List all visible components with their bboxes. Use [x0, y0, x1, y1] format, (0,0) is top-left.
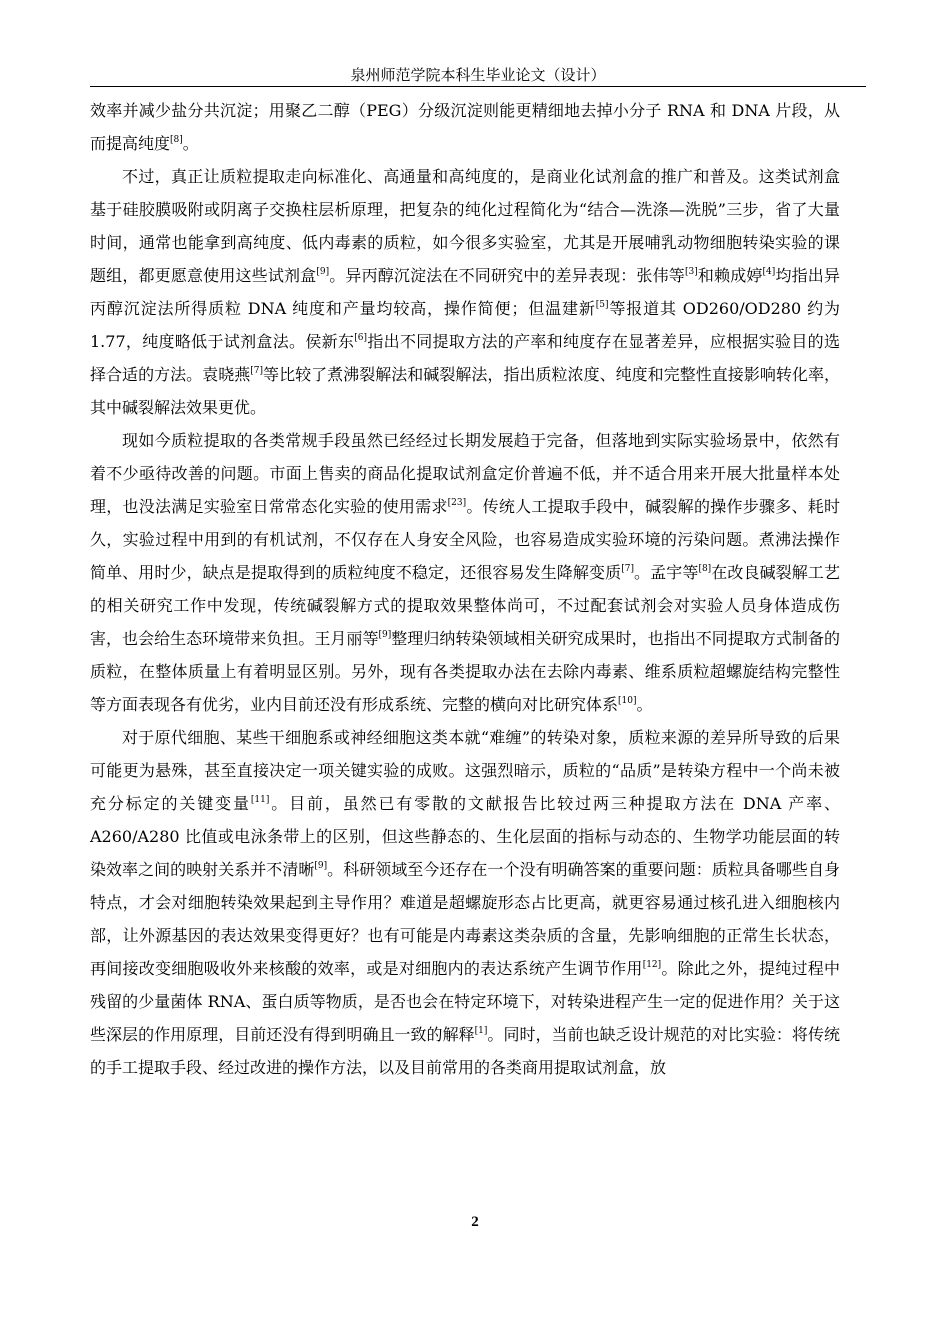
running-header: 泉州师范学院本科生毕业论文（设计） — [90, 66, 866, 87]
text-run: 对于原代细胞、某些干细胞系或神经细胞这类本就“难缠”的转染对象，质粒来源的差异所导致的后果可能更为悬殊，甚至直接决定一项关键实验的成败。这强烈暗示，质粒的“品质”是转染方程中一个尚未被充分标定的关键变量 — [90, 728, 840, 813]
text-run: 。目前，虽然已有零散的文献报告比较过两三种提取方法在 DNA 产率、A260/A280 比值或电泳条带上的区别，但这些静态的、生化层面的指标与动态的、生物学功能层面的转染效率之间的映射关系并不清晰 — [90, 794, 840, 879]
text-run: 等报道其 OD260/OD280 约为 1.77，纯度略低于试剂盒法。侯新东 — [90, 299, 840, 351]
paragraph-0 — [90, 94, 840, 160]
citation-ref: [8] — [698, 563, 712, 574]
text-run: 和赖成婷 — [697, 266, 763, 285]
text-run: 。孟宇等 — [633, 563, 699, 582]
text-run: 。传统人工提取手段中，碱裂解的操作步骤多、耗时久，实验过程中用到的有机试剂，不仅存在人身安全风险，也容易造成实验环境的污染问题。煮沸法操作简单、用时少，缺点是提取得到的质粒纯度不稳定，还很容易发生降解变质 — [90, 497, 840, 582]
citation-ref: [11] — [250, 794, 270, 805]
paragraph-1 — [90, 160, 840, 424]
citation-ref: [4] — [762, 266, 776, 277]
citation-ref: [7] — [621, 563, 634, 574]
text-run: 现如今质粒提取的各类常规手段虽然已经经过长期发展趋于完备，但落地到实际实验场景中，依然有着不少亟待改善的问题。市面上售卖的商品化提取试剂盒定价普遍不低，并不适合用来开展大批量样本处理，也没法满足实验室日常常态化实验的使用需求 — [90, 431, 840, 516]
paragraph-3 — [90, 721, 840, 1084]
text-run: 。科研领域至今还存在一个没有明确答案的重要问题：质粒具备哪些自身特点，才会对细胞转染效果起到主导作用？难道是超螺旋形态占比更高，就更容易通过核孔进入细胞核内部，让外源基因的表达效果变得更好？也有可能是内毒素这类杂质的含量，先影响细胞的正常生长状态，再间接改变细胞吸收外来核酸的效率，或是对细胞内的表达系统产生调节作用 — [90, 860, 840, 978]
paragraph-2 — [90, 424, 840, 721]
citation-ref: [7] — [250, 365, 264, 376]
text-run: 等比较了煮沸裂解法和碱裂解法，指出质粒浓度、纯度和完整性直接影响转化率，其中碱裂解法效果更优。 — [90, 365, 840, 417]
text-run: 。异丙醇沉淀法在不同研究中的差异表现：张伟等 — [329, 266, 685, 285]
text-run: 。同时，当前也缺乏设计规范的对比实验：将传统的手工提取手段、经过改进的操作方法，以及目前常用的各类商用提取试剂盒，放 — [90, 1025, 840, 1077]
citation-ref: [8] — [170, 134, 183, 145]
citation-ref: [3] — [684, 266, 698, 277]
citation-ref: [9] — [314, 860, 328, 871]
citation-ref: [1] — [474, 1025, 488, 1036]
text-run: 。 — [636, 695, 653, 714]
text-run: 。除此之外，提纯过程中残留的少量菌体 RNA、蛋白质等物质，是否也会在特定环境下，对转染进程产生一定的促进作用？关于这些深层的作用原理，目前还没有得到明确且一致的解释 — [90, 959, 840, 1044]
page-number: 2 — [471, 1214, 479, 1230]
text-run: 不过，真正让质粒提取走向标准化、高通量和高纯度的，是商业化试剂盒的推广和普及。这类试剂盒基于硅胶膜吸附或阴离子交换柱层析原理，把复杂的纯化过程简化为“结合—洗涤—洗脱”三步，省了大量时间，通常也能拿到高纯度、低内毒素的质粒，如今很多实验室，尤其是开展哺乳动物细胞转染实验的课题组，都更愿意使用这些试剂盒 — [90, 167, 840, 285]
citation-ref: [5] — [595, 299, 609, 310]
text-run: 指出不同提取方法的产率和纯度存在显著差异，应根据实验目的选择合适的方法。袁晓燕 — [90, 332, 840, 384]
text-run: 整理归纳转染领域相关研究成果时，也指出不同提取方式制备的质粒，在整体质量上有着明显区别。另外，现有各类提取办法在去除内毒素、维系质粒超螺旋结构完整性等方面表现各有优劣，业内目前还没有形成系统、完整的横向对比研究体系 — [90, 629, 840, 714]
citation-ref: [10] — [618, 695, 637, 706]
text-run: 。 — [182, 134, 199, 153]
citation-ref: [23] — [447, 497, 467, 508]
citation-ref: [12] — [642, 959, 662, 970]
citation-ref: [6] — [354, 332, 368, 343]
text-run: 效率并减少盐分共沉淀；用聚乙二醇（PEG）分级沉淀则能更精细地去掉小分子 RNA 和 DNA 片段，从而提高纯度 — [90, 101, 840, 153]
body-text — [90, 94, 840, 1084]
citation-ref: [9] — [378, 629, 392, 640]
citation-ref: [9] — [316, 266, 330, 277]
text-run: 在改良碱裂解工艺的相关研究工作中发现，传统碱裂解方式的提取效果整体尚可，不过配套试剂会对实验人员身体造成伤害，也会给生态环境带来负担。王月丽等 — [90, 563, 840, 648]
text-run: 均指出异丙醇沉淀法所得质粒 DNA 纯度和产量均较高，操作简便；但温建新 — [90, 266, 840, 318]
